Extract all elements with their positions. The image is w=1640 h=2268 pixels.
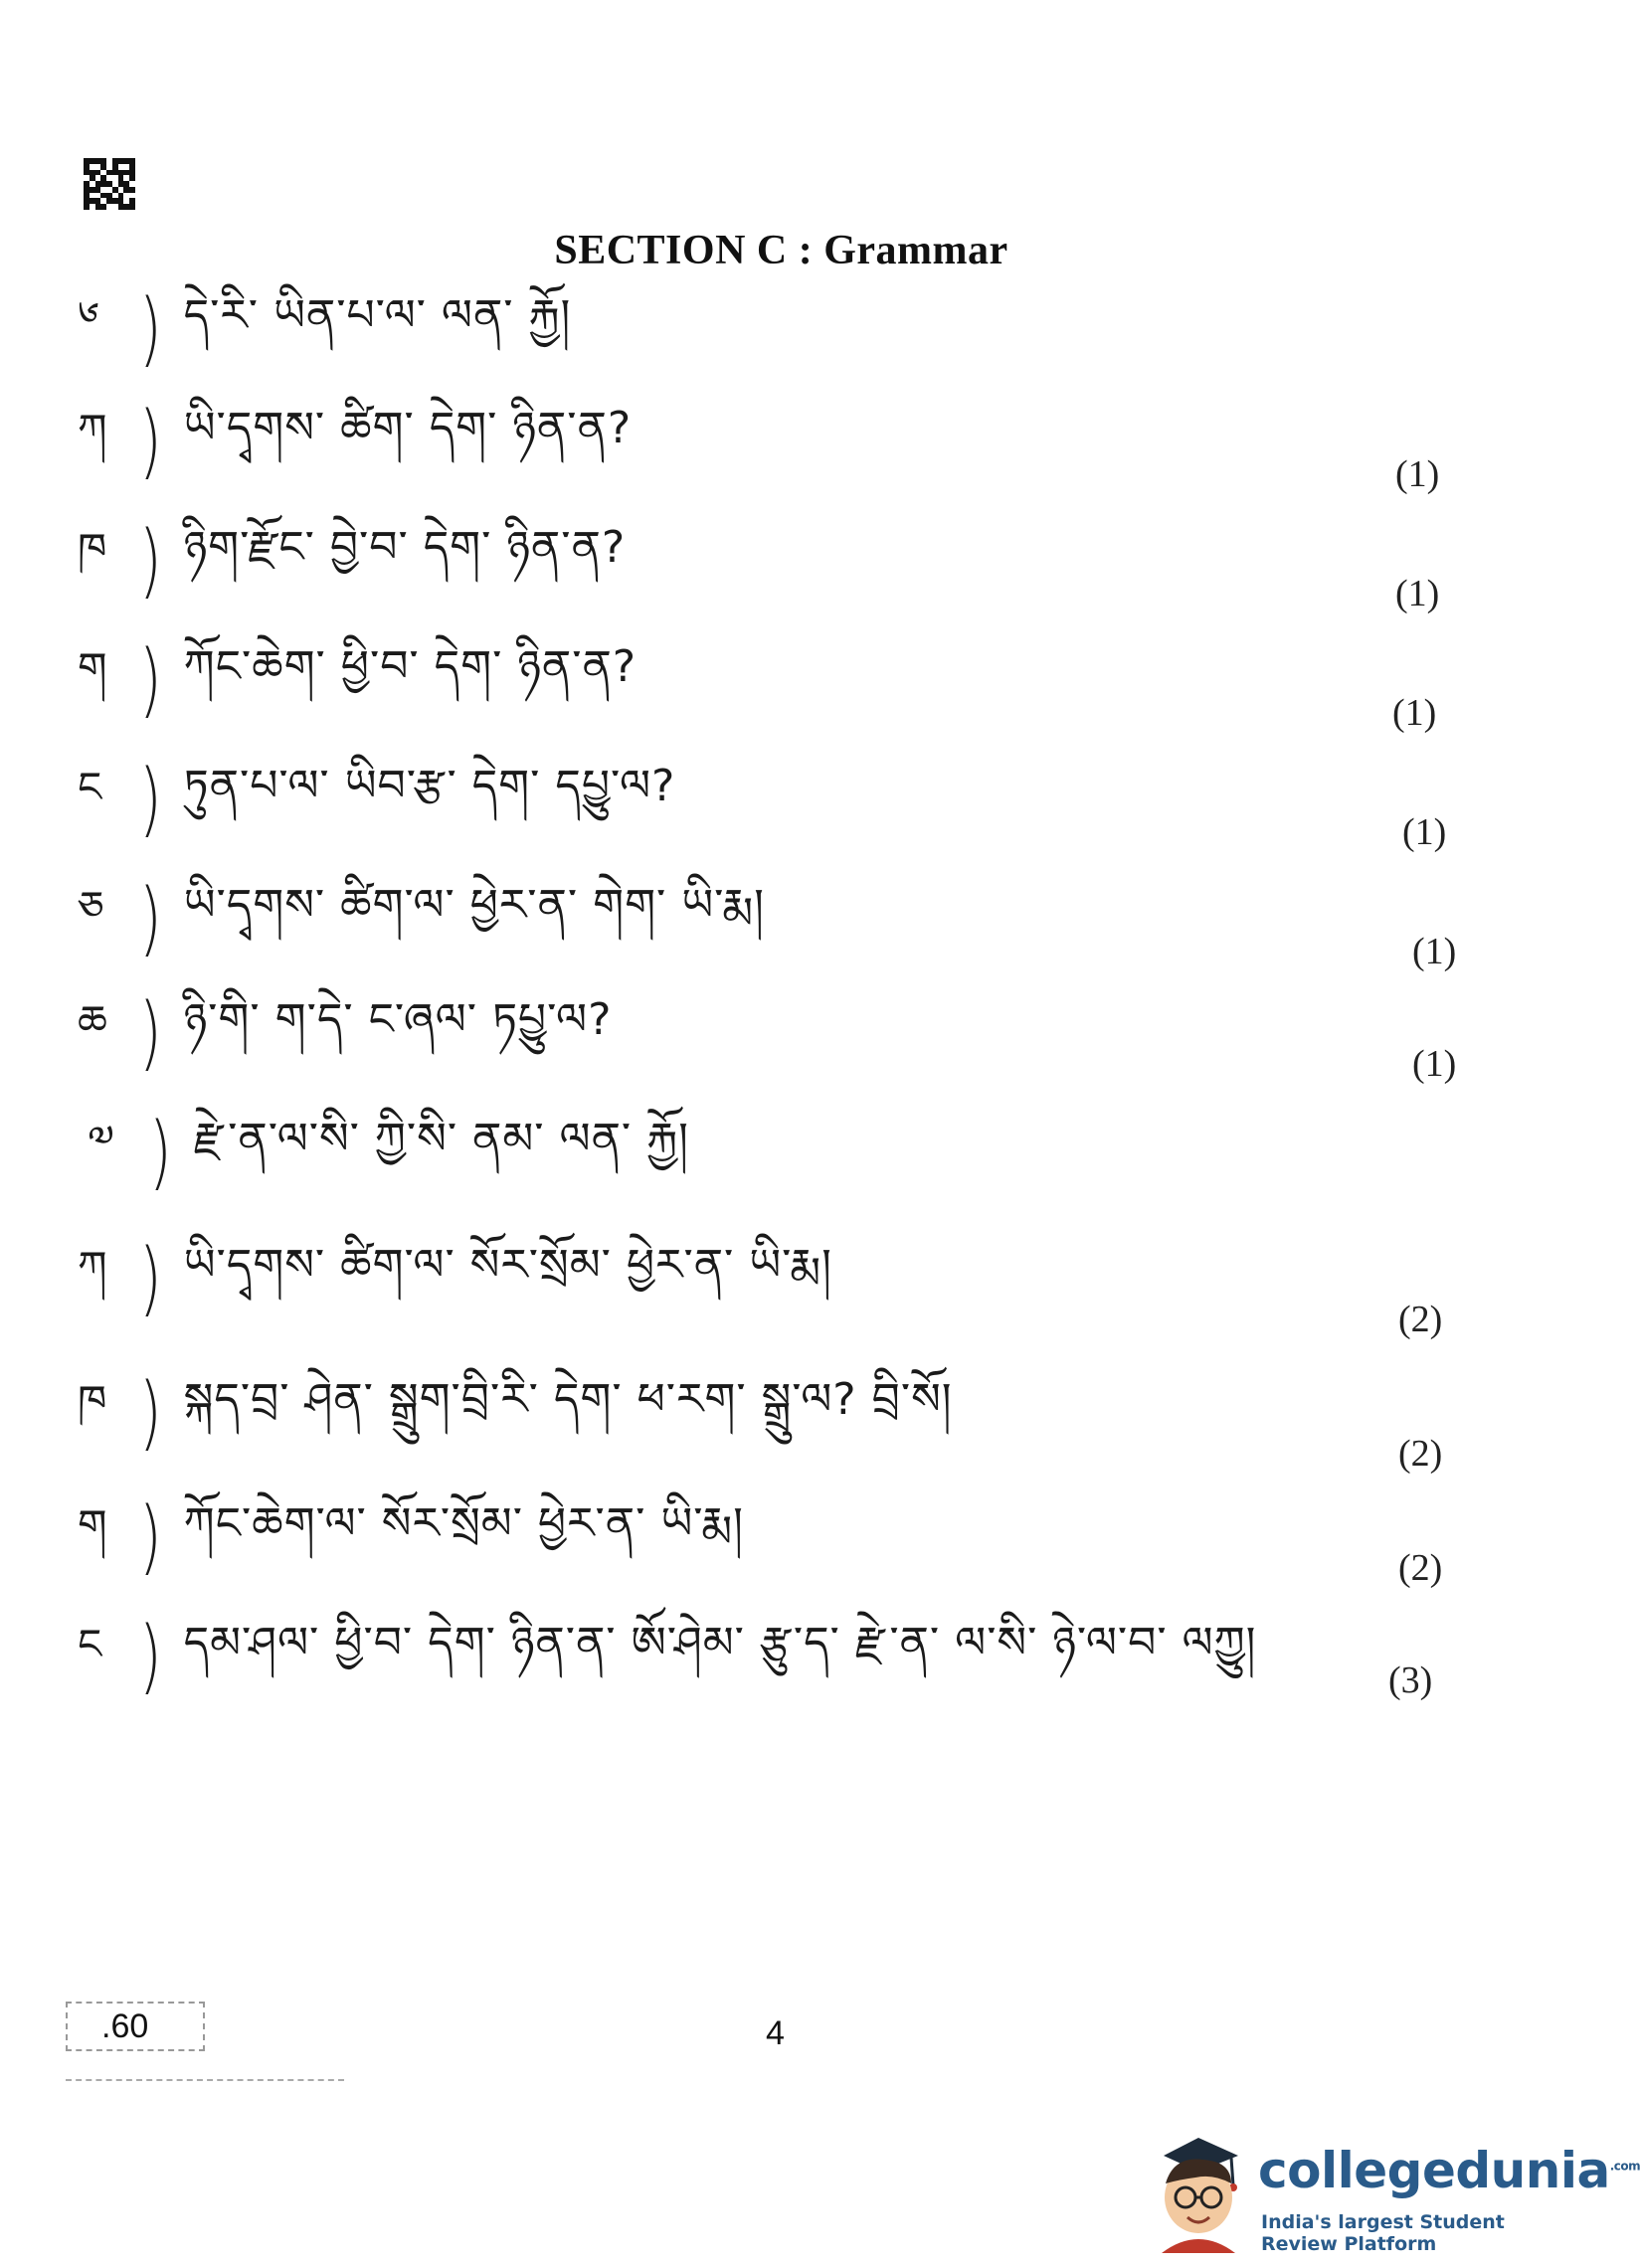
page-number: 4 — [766, 2014, 785, 2052]
question-mark: (2) — [1398, 1547, 1443, 1589]
question-label: ཀ — [78, 1241, 107, 1291]
bracket-glyph: ) — [139, 870, 162, 965]
question-text: ཡི་དྭགས་ ཚིག་ལ་ ཕྱེར་ན་ གེག་ ཡི་རྨ། — [183, 880, 765, 931]
question-text: སྐད་བྲ་ ཤེན་ སྒྲུག་བྲི་རི་ དེག་ ཕ་རག་ སྒྲུ་ལ? བྲི་སོ། — [183, 1374, 953, 1425]
question-item — [78, 984, 613, 1080]
bracket-glyph: ) — [139, 751, 162, 846]
question-item — [78, 751, 676, 846]
bracket-glyph: ) — [139, 512, 162, 608]
bracket-glyph: ) — [139, 280, 162, 376]
question-mark: (1) — [1412, 931, 1457, 972]
question-mark: (1) — [1402, 811, 1447, 853]
brand-tagline: India's largest Student Review Platform — [1261, 2211, 1505, 2255]
question-mark: (2) — [1398, 1433, 1443, 1475]
question-item — [78, 512, 627, 608]
mascot-icon — [1144, 2126, 1253, 2255]
question-text: ཏུན་པ་ལ་ ཡིབ་རྩ་ དེག་ དཔྱུ་ལ? — [183, 761, 676, 811]
question-text: ཉིག་རྫོང་ བྱེ་བ་ དེག་ ཉིན་ན? — [183, 522, 627, 573]
bracket-glyph: ) — [139, 1608, 162, 1703]
question-label: ཅ — [78, 881, 104, 931]
bracket-glyph: ) — [139, 1230, 162, 1325]
question-item — [78, 1230, 832, 1325]
question-item — [78, 1608, 1257, 1703]
question-text: ཀོང་ཆེག་ ཕྱི་བ་ དེག་ ཉིན་ན? — [183, 641, 638, 692]
question-label: ང — [78, 762, 102, 811]
paper-code-box — [66, 2002, 205, 2051]
question-label: ག — [78, 1499, 107, 1549]
question-text: རྫེ་ན་ལ་སི་ ཀྱི་སི་ ནམ་ ལན་ རྐྱོ། — [193, 1114, 689, 1164]
collegedunia-logo — [1154, 2136, 1640, 2255]
question-label: ཁ — [78, 1375, 107, 1425]
bracket-glyph: ) — [139, 631, 162, 727]
question-text: ཡི་དྭགས་ ཚིག་ དེག་ ཉིན་ན? — [183, 403, 633, 453]
question-text: ཡི་དྭགས་ ཚིག་ལ་ སོར་སྲོམ་ ཕྱེར་ན་ ཡི་རྨ། — [183, 1240, 832, 1291]
question-label: ༦ — [78, 291, 99, 341]
brand-name: collegedunia$^{.com}$ — [1258, 2142, 1640, 2199]
paper-code: .60 — [101, 2006, 149, 2045]
question-label: ཁ — [78, 523, 107, 573]
bracket-glyph: ) — [139, 1488, 162, 1584]
question-text: ཉི་གི་ ག་དེ་ ང་ཞལ་ ཏཔྱུ་ལ? — [183, 994, 613, 1045]
question-label: ག — [78, 642, 107, 692]
question-mark: (3) — [1388, 1659, 1433, 1701]
question-label: ང — [78, 1619, 102, 1668]
question-item — [78, 393, 633, 488]
question-item — [78, 870, 765, 965]
question-mark: (1) — [1392, 692, 1437, 734]
question-item — [78, 1364, 953, 1460]
question-item — [78, 631, 638, 727]
qr-code-icon — [84, 158, 135, 210]
question-item — [78, 1488, 744, 1584]
bracket-glyph: ) — [139, 393, 162, 488]
question-mark: (2) — [1398, 1299, 1443, 1340]
question-label: ཀ — [78, 404, 107, 453]
question-label: ཆ — [78, 995, 107, 1045]
question-mark: (1) — [1395, 573, 1440, 614]
question-mark: (1) — [1395, 453, 1440, 495]
divider — [66, 2079, 344, 2081]
bracket-glyph: ) — [149, 1104, 172, 1199]
bracket-glyph: ) — [139, 984, 162, 1080]
question-item — [78, 280, 572, 376]
bracket-glyph: ) — [139, 1364, 162, 1460]
question-label: ༧ — [88, 1115, 114, 1164]
question-text: དེ་རི་ ཡིན་པ་ལ་ ལན་ རྐྱོ། — [183, 290, 572, 341]
question-text: ཀོང་ཆེག་ལ་ སོར་སྲོམ་ ཕྱེར་ན་ ཡི་རྨ། — [183, 1498, 744, 1549]
section-title: SECTION C : Grammar — [554, 228, 1008, 273]
question-mark: (1) — [1412, 1043, 1457, 1085]
question-text: དམ་ཤལ་ ཕྱི་བ་ དེག་ ཉིན་ན་ ཨོ་ཤེམ་ རྩུ་ད་ རྫེ་ན་ ལ་སི་ ཉེ་ལ་བ་ ལཀྱུ། — [183, 1618, 1257, 1668]
question-item — [88, 1104, 689, 1199]
